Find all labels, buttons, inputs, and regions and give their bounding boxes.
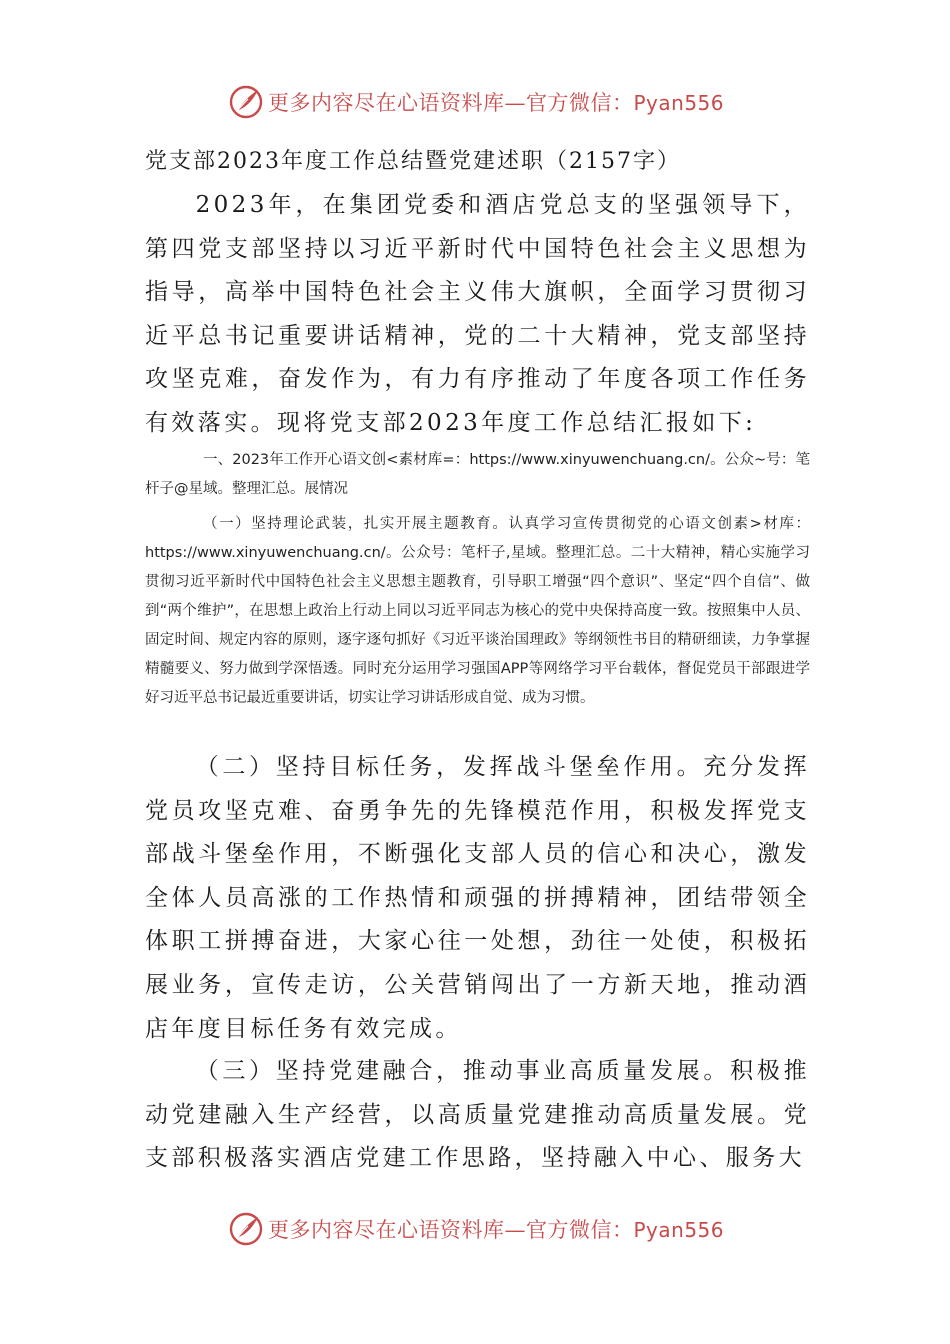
quill-logo-icon xyxy=(228,84,264,120)
banner-text xyxy=(268,1214,724,1244)
header-banner xyxy=(228,84,748,120)
banner-text xyxy=(268,87,724,117)
subsection-paragraph-1: （一）坚持理论武装，扎实开展主题教育。认真学习宣传贯彻党的心语文创素>材库：https://www.xinyuwenchuang.cn/。公众号：笔杆子,星域。整理汇总。二十大精神，精心实施学习贯彻习近平新时代中国特色社会主义思想主题教育，引导职工增强“四个意识”、坚定“四个自信”、做到“两个维护”，在思想上政治上行动上同以习近平同志为核心的党中央保持高度一致。按照集中人员、固定时间、规定内容的原则，逐字逐句抓好《习近平谈治国理政》等纲领性书目的精研细读，力争掌握精髓要义、努力做到学深悟透。同时充分运用学习强国APP等网络学习平台载体，督促党员干部跟进学好习近平总书记最近重要讲话，切实让学习讲话形成自觉、成为习惯。 xyxy=(145,516,810,706)
wechat-id: Pyan556 xyxy=(633,1218,725,1242)
intro-paragraph: 2023年，在集团党委和酒店党总支的坚强领导下，第四党支部坚持以习近平新时代中国特色社会主义思想为指导，高举中国特色社会主义伟大旗帜，全面学习贯彻习近平总书记重要讲话精神，党的二十大精神，党支部坚持攻坚克难，奋发作为，有力有序推动了年度各项工作任务有效落实。现将党支部2023年度工作总结汇报如下: xyxy=(145,192,810,436)
quill-logo-icon xyxy=(228,1211,264,1247)
banner-label: 更多内容尽在心语资料库—官方微信： xyxy=(268,1218,634,1242)
banner-label: 更多内容尽在心语资料库—官方微信： xyxy=(268,91,634,115)
wechat-id: Pyan556 xyxy=(633,91,725,115)
document-title: 党支部2023年度工作总结暨党建述职（2157字） xyxy=(145,149,681,174)
subsection-paragraph-2: （二）坚持目标任务，发挥战斗堡垒作用。充分发挥党员攻坚克难、奋勇争先的先锋模范作用，积极发挥党支部战斗堡垒作用，不断强化支部人员的信心和决心，激发全体人员高涨的工作热情和顽强的拼搏精神，团结带领全体职工拼搏奋进，大家心往一处想，劲往一处使，积极拓展业务，宣传走访，公关营销闯出了一方新天地，推动酒店年度目标任务有效完成。 xyxy=(145,754,810,1042)
subsection-paragraph-3: （三）坚持党建融合，推动事业高质量发展。积极推动党建融入生产经营，以高质量党建推动高质量发展。党支部积极落实酒店党建工作思路，坚持融入中心、服务大 xyxy=(145,1058,810,1172)
footer-banner xyxy=(228,1211,748,1247)
section-heading-1: 一、2023年工作开心语文创<素材库=：https://www.xinyuwenchuang.cn/。公众~号：笔杆子@星域。整理汇总。展情况 xyxy=(145,452,810,497)
